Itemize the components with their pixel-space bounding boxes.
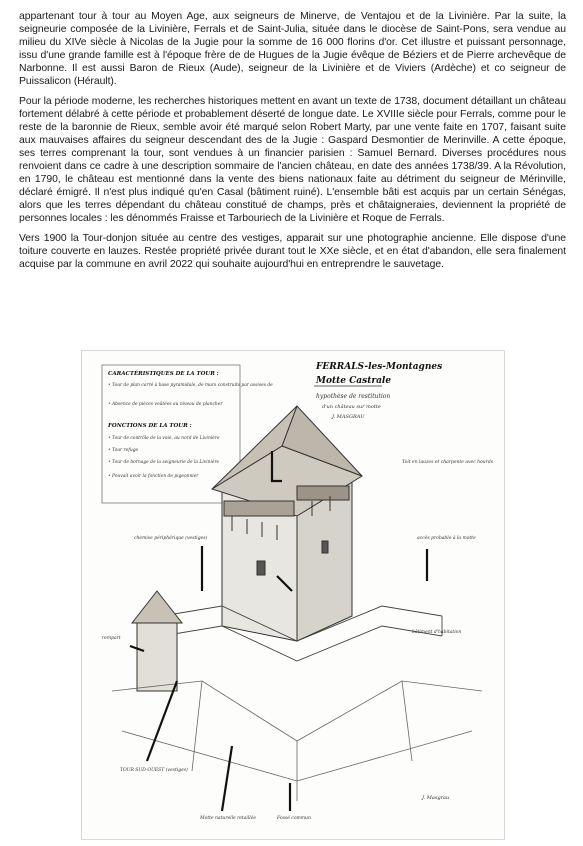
label-chemise: chemise périphérique (vestiges)	[134, 536, 208, 541]
sketch-author: J. MASGRAU	[332, 414, 365, 420]
label-fosse: Fossé commun	[277, 816, 311, 821]
characteristic-1: • Tour de plan carré à base pyramidale, de murs construits par assises de	[108, 383, 273, 388]
label-tour-sud: TOUR SUD-OUEST (vestiges)	[120, 768, 188, 773]
paragraph-2: Pour la période moderne, les recherches historiques mettent en avant un texte de 1738, document détaillant un château fortement délabré à cette période et probablement déserté de longue date. Le XVIIIe siècle pour Ferrals, comme pour le reste de la baronnie de Rieux, semble avoir été marqué selon Robert Marty, par une vente faite en 1707, faisant suite aux mauvaises affaires du seigneur descendant des de la Jugie : Gaspard Desmontier de Merinville. A cette époque, ses terres comprenant la tour, sont vendues à un financier parisien : Samuel Bernard. Diverses procédures nous renvoient dans ce cadre à une description sommaire de l'ancien château, en date des années 1738/39. A la Révolution, en 1790, le château est mentionné dans la vente des biens nationaux faite au détriment du seigneur de Mérinville, déclaré émigré. Il n'est plus indiqué qu'en Casal (bâtiment ruiné). L'ensemble bâti est acquis par un certain Sénégas, alors que les terres dépendant du château constitué de champs, près et châtaigneraies, deviennent la propriété de personnes locales : les dénommés Fraisse et Tarbouriech de la Livinière et Roque de Ferrals.	[19, 95, 566, 225]
southwest-tower	[132, 591, 182, 691]
functions-heading: FONCTIONS DE LA TOUR :	[108, 423, 192, 429]
function-3: • Tour de bornage de la seigneurie de la Livinière	[108, 460, 220, 465]
sketch-title-2: Motte Castrale	[316, 376, 392, 386]
motte-slopes	[112, 681, 482, 801]
function-4: • Pouvait avoir la fonction de pigeonnier	[108, 474, 199, 479]
label-batiment: bâtiment d'habitation	[412, 630, 462, 635]
artist-signature: J. Masgrau	[422, 795, 450, 801]
body-text	[19, 10, 566, 277]
characteristic-2: • Absence de pièces voûtées au niveau de plancher	[108, 402, 223, 407]
label-toit: Toit en lauzes et charpente avec hourds	[402, 460, 494, 465]
label-rempart: rempart	[102, 636, 121, 641]
sketch-subtitle-1: hypothèse de restitution	[316, 393, 391, 400]
characteristics-heading: CARACTÉRISTIQUES DE LA TOUR :	[108, 371, 219, 377]
function-2: • Tour refuge	[108, 448, 139, 453]
label-acces: accès probable à la motte	[417, 536, 476, 541]
main-tower	[212, 406, 362, 641]
castle-sketch-figure	[81, 350, 505, 840]
paragraph-1: appartenant tour à tour au Moyen Age, aux seigneurs de Minerve, de Ventajou et de la Livinière. Par la suite, la seigneurie composée de la Livinière, Ferrals et de Saint-Julia, située dans le diocèse de Saint-Pons, sera vendue au milieu du XIVe siècle à Nicolas de la Jugie pour la somme de 16 000 florins d'or. Cet illustre et puissant personnage, issu d'une grande famille est à l'époque frère de de Hugues de la Jugie évêque de Béziers et de Pierre archevêque de Narbonne. Il est aussi Baron de Rieux (Aude), seigneur de la Livinière et de Viviers (Ardèche) et co seigneur de Puissalicon (Hérault).	[19, 11, 566, 88]
label-motte: Motte naturelle retaillée	[200, 816, 257, 821]
function-1: • Tour de contrôle de la voie, au nord de Livinière	[108, 436, 220, 441]
castle-sketch-drawing	[82, 351, 504, 839]
paragraph-3: Vers 1900 la Tour-donjon située au centre des vestiges, apparait sur une photographie ancienne. Elle dispose d'une toiture couverte en lauzes. Restée propriété privée durant tout le XXe siècle, et en état d'abandon, elle sera finalement acquise par la commune en avril 2022 qui souhaite aujourd'hui en entreprendre le sauvetage.	[19, 232, 566, 270]
sketch-subtitle-2: d'un château sur motte	[322, 404, 381, 410]
sketch-title-1: FERRALS-les-Montagnes	[316, 362, 443, 372]
